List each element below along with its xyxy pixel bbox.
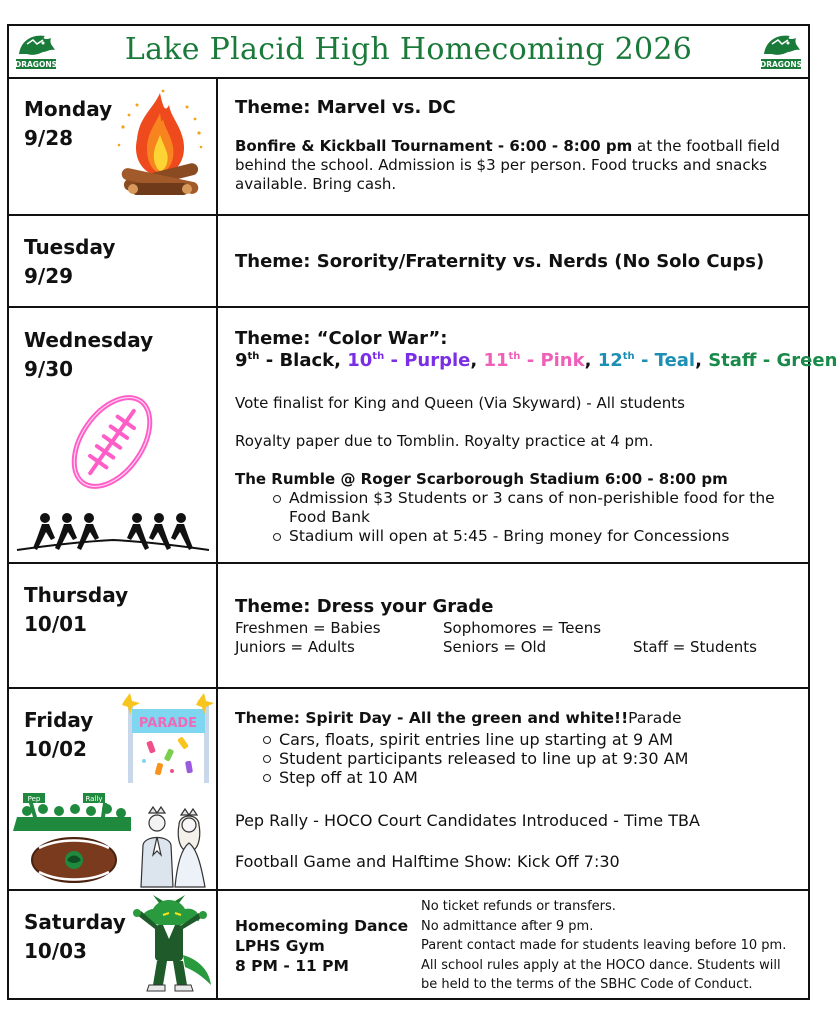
monday-theme: Theme: Marvel vs. DC xyxy=(235,97,456,118)
day-cell-monday xyxy=(9,77,218,214)
monday-event-location: at the football field xyxy=(632,137,780,155)
day-content-wednesday xyxy=(219,308,837,562)
day-name: Monday xyxy=(24,97,113,121)
football-icon xyxy=(29,834,119,886)
dragon-mascot-icon xyxy=(123,895,213,995)
grade-freshmen: Freshmen = Babies xyxy=(235,619,381,637)
list-item: Stadium will open at 5:45 - Bring money for Concessions xyxy=(271,527,791,546)
crowd-icon xyxy=(13,791,131,831)
tuesday-theme: Theme: Sorority/Fraternity vs. Nerds (No Solo Cups) xyxy=(235,251,765,272)
day-name: Friday xyxy=(24,708,94,732)
neon-football-icon xyxy=(57,382,167,502)
page-title: Lake Placid High Homecoming 2026 xyxy=(124,32,693,67)
grade-10-color: 10th - Purple xyxy=(347,350,471,371)
day-content-monday xyxy=(219,77,808,214)
day-name: Tuesday xyxy=(24,235,116,259)
dance-location: LPHS Gym xyxy=(235,937,325,955)
grade-9-color: 9th - Black, xyxy=(235,350,348,371)
wednesday-theme: Theme: “Color War”: xyxy=(235,328,448,349)
logo-text: DRAGONS xyxy=(759,60,803,69)
day-content-tuesday xyxy=(219,216,808,306)
row-thursday xyxy=(9,564,808,689)
day-date: 10/01 xyxy=(24,612,87,636)
day-cell-wednesday xyxy=(9,308,218,562)
row-wednesday xyxy=(9,308,837,564)
list-item: Parent contact made for students leaving before 10 pm. xyxy=(421,938,787,953)
monday-event-details: behind the school. Admission is $3 per person. Food trucks and snacks xyxy=(235,156,768,174)
grade-juniors: Juniors = Adults xyxy=(235,638,355,656)
day-cell-thursday xyxy=(9,564,218,687)
tug-of-war-icon xyxy=(15,510,211,556)
day-name: Thursday xyxy=(24,583,129,607)
dance-rules xyxy=(421,897,811,995)
staff-color: Staff - Green xyxy=(708,350,837,371)
parade-banner-icon xyxy=(122,691,216,785)
grade-sophomores: Sophomores = Teens xyxy=(443,619,602,637)
day-date: 10/03 xyxy=(24,939,87,963)
grade-seniors: Seniors = Old xyxy=(443,638,547,656)
color-war-legend: 9th - Black, 10th - Purple, 11th - Pink, 12th - Teal, Staff - Green xyxy=(235,350,837,371)
row-friday xyxy=(9,689,808,891)
day-name: Wednesday xyxy=(24,328,154,352)
royalty-note: Royalty paper due to Tomblin. Royalty practice at 4 pm. xyxy=(235,432,654,450)
dance-time: 8 PM - 11 PM xyxy=(235,957,349,975)
list-item: Admission $3 Students or 3 cans of non-perishible food for the Food Bank xyxy=(271,489,791,527)
parade-details xyxy=(261,730,688,787)
list-item: be held to the terms of the SBHC Code of Conduct. xyxy=(421,977,753,992)
dance-details xyxy=(235,916,408,976)
rumble-title: The Rumble @ Roger Scarborough Stadium 6:00 - 8:00 pm xyxy=(235,470,728,488)
day-cell-friday xyxy=(9,689,218,889)
football-game-note: Football Game and Halftime Show: Kick Off 7:30 xyxy=(235,852,620,871)
row-tuesday xyxy=(9,216,808,308)
day-content-saturday xyxy=(219,891,808,998)
list-item: Student participants released to line up at 9:30 AM xyxy=(261,749,688,768)
grade-11-color: 11th - Pink xyxy=(483,350,585,371)
bonfire-icon xyxy=(113,87,207,202)
day-date: 9/28 xyxy=(24,126,74,150)
day-cell-saturday xyxy=(9,891,218,998)
list-item: No admittance after 9 pm. xyxy=(421,918,594,934)
dragon-logo-icon xyxy=(758,30,804,72)
list-item: Cars, floats, spirit entries line up starting at 9 AM xyxy=(261,730,688,749)
grade-12-color: 12th - Teal xyxy=(597,350,696,371)
rumble-details xyxy=(271,489,791,546)
day-date: 9/30 xyxy=(24,357,74,381)
day-date: 9/29 xyxy=(24,264,74,288)
day-content-friday xyxy=(219,689,808,889)
day-name: Saturday xyxy=(24,910,126,934)
list-item: No ticket refunds or transfers. xyxy=(421,899,616,914)
pep-sign-text: Pep xyxy=(27,795,41,803)
parade-sign-text: PARADE xyxy=(138,716,198,731)
list-item: All school rules apply at the HOCO dance. Students will xyxy=(421,957,781,973)
logo-text: DRAGONS xyxy=(14,60,58,69)
pep-rally-note: Pep Rally - HOCO Court Candidates Introduced - Time TBA xyxy=(235,811,700,830)
row-saturday xyxy=(9,891,808,998)
row-monday xyxy=(9,77,808,216)
thursday-theme: Theme: Dress your Grade xyxy=(235,596,494,617)
royal-couple-icon xyxy=(135,805,211,887)
list-item: Step off at 10 AM xyxy=(261,768,688,787)
homecoming-schedule xyxy=(7,24,837,1000)
monday-event-title: Bonfire & Kickball Tournament - 6:00 - 8:00 pm xyxy=(235,137,633,155)
vote-note: Vote finalist for King and Queen (Via Skyward) - All students xyxy=(235,394,685,412)
day-content-thursday xyxy=(219,564,808,687)
grade-staff: Staff = Students xyxy=(633,638,757,656)
friday-theme: Theme: Spirit Day - All the green and white!!Parade xyxy=(235,709,682,727)
day-date: 10/02 xyxy=(24,737,87,761)
monday-event xyxy=(235,137,805,194)
schedule-header xyxy=(9,26,808,79)
day-cell-tuesday xyxy=(9,216,218,306)
monday-event-note: available. Bring cash. xyxy=(235,175,397,193)
dance-title: Homecoming Dance xyxy=(235,917,409,935)
rally-sign-text: Rally xyxy=(85,795,103,803)
